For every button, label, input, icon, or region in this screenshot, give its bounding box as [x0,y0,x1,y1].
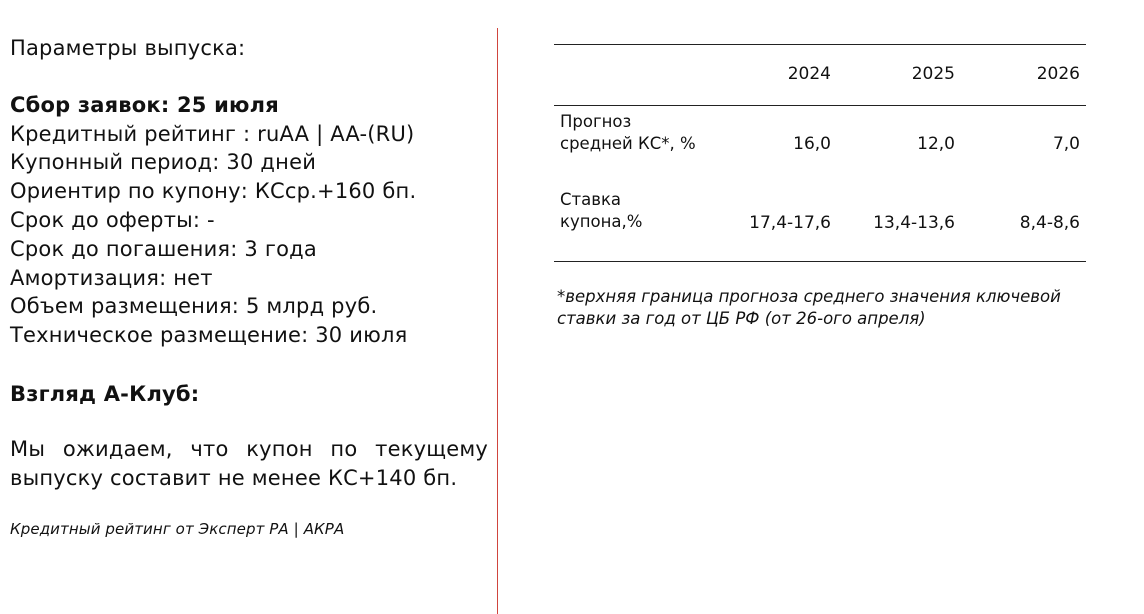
param-issue-volume: Объем размещения: 5 млрд руб. [10,294,378,319]
param-credit-rating: Кредитный рейтинг : ruAA | AA-(RU) [10,121,415,146]
param-amortization: Амортизация: нет [10,265,213,290]
param-technical-placement: Техническое размещение: 30 июля [10,323,408,348]
table-header-row [554,45,1086,105]
order-book-date: Сбор заявок: 25 июля [10,92,279,117]
coupon-rate-2025: 13,4-13,6 [873,213,955,233]
key-rate-2024: 16,0 [793,134,831,154]
key-rate-footnote: *верхняя граница прогноза среднего значения ключевой ставки за год от ЦБ РФ (от 26-ого апреля) [557,287,1061,328]
table-row-coupon-rate [554,182,1086,261]
key-rate-2026: 7,0 [1052,134,1080,154]
parameters-header: Параметры выпуска: [10,36,246,60]
rating-source-footnote: Кредитный рейтинг от Эксперт РА | АКРА [10,519,345,538]
coupon-rate-2024: 17,4-17,6 [749,213,831,233]
view-text: Мы ожидаем, что купон по текущему выпуску составит не менее КС+140 бп. [10,436,488,490]
row-label-coupon-rate: Ставка купона,% [560,190,643,231]
key-rate-2025: 12,0 [917,134,955,154]
view-title: Взгляд А-Клуб: [10,381,200,406]
year-2026: 2026 [1036,64,1080,84]
year-2025: 2025 [911,64,955,84]
vertical-divider [497,28,498,614]
param-offer-term: Срок до оферты: - [10,207,215,232]
table-bottom-rule [554,261,1086,262]
param-coupon-guidance: Ориентир по купону: КСср.+160 бп. [10,179,417,204]
forecast-table [554,44,1086,262]
year-2024: 2024 [787,64,831,84]
row-label-key-rate: Прогноз средней КС*, % [560,112,696,153]
issue-parameters-panel [10,34,488,539]
table-row-key-rate [554,106,1086,182]
param-coupon-period: Купонный период: 30 дней [10,150,317,175]
param-maturity-term: Срок до погашения: 3 года [10,236,317,261]
coupon-rate-2026: 8,4-8,6 [1019,213,1080,233]
